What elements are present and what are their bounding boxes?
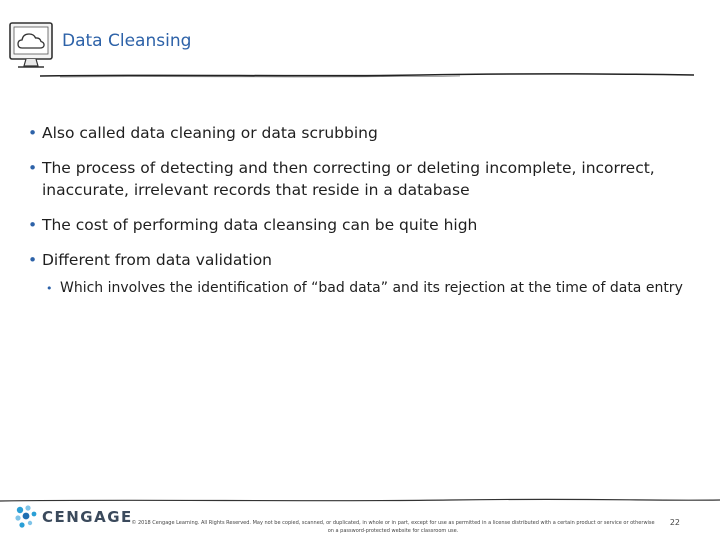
- sub-bullet-item: • Which involves the identification of “bad data” and its rejection at the time of data entry: [46, 278, 700, 299]
- bullet-item: • Also called data cleaning or data scrubbing: [28, 122, 700, 144]
- page-number: 22: [669, 518, 680, 527]
- bullet-item: • Different from data validation: [28, 249, 700, 271]
- bullet-list: [28, 122, 700, 299]
- logo-text: CENGAGE: [42, 508, 133, 526]
- bullet-item: • The cost of performing data cleansing can be quite high: [28, 214, 700, 236]
- slide-title: Data Cleansing: [62, 31, 192, 51]
- copyright-notice: © 2018 Cengage Learning. All Rights Reserved. May not be copied, scanned, or duplicated, in whole or in part, except for use as permitted in a license distributed with a certain product or service or otherwise on a password-protected website for classroom use.: [131, 520, 655, 534]
- bullet-item: • The process of detecting and then correcting or deleting incomplete, incorrect, inaccurate, irrelevant records that reside in a database: [28, 157, 700, 201]
- title-divider: [0, 68, 720, 82]
